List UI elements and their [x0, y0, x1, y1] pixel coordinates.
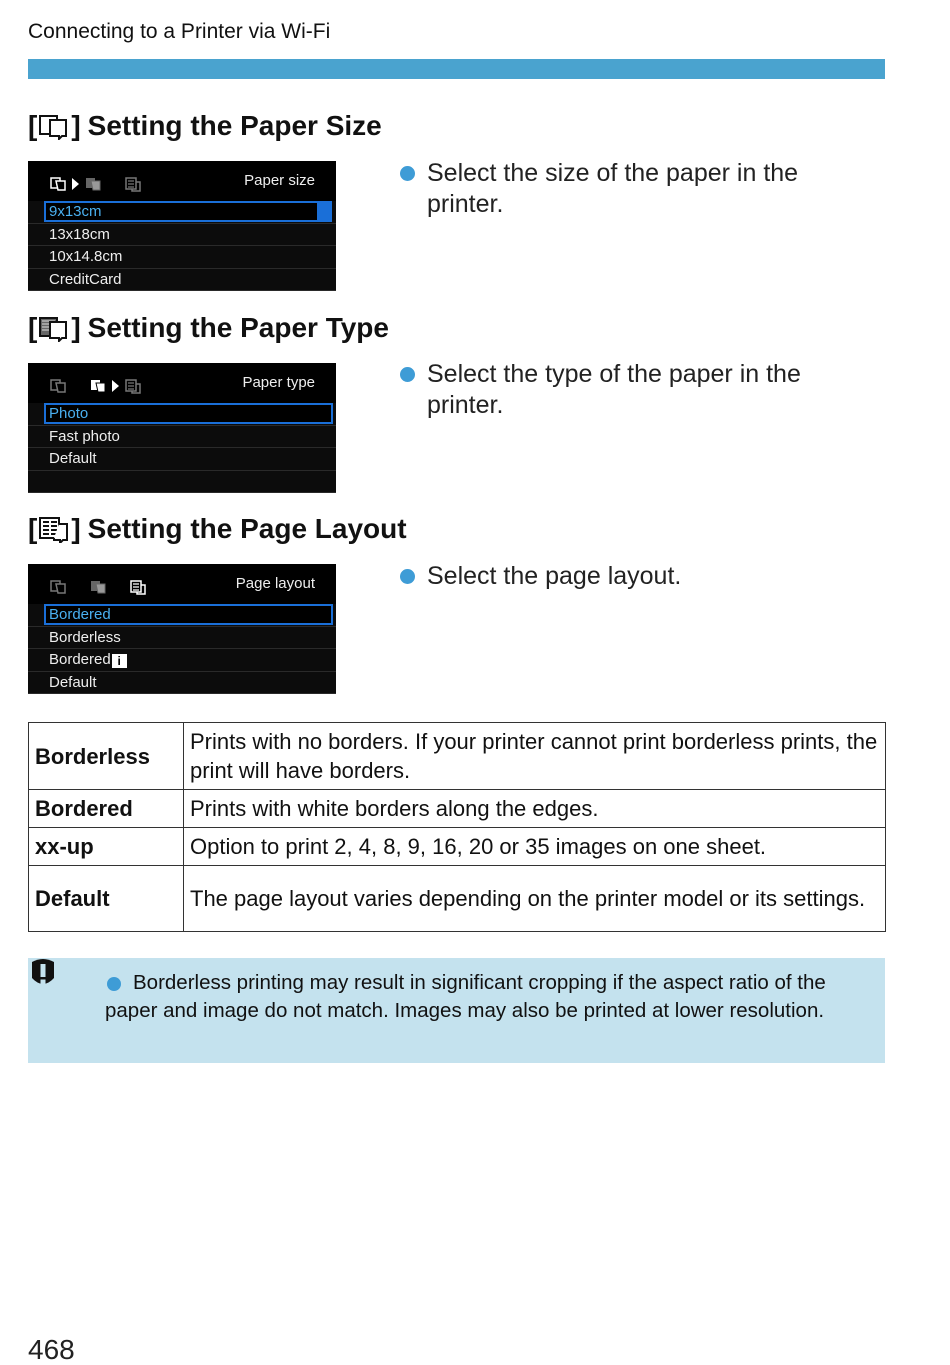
table-description: Prints with white borders along the edges. — [184, 790, 886, 828]
caution-text: Borderless printing may result in significant cropping if the aspect ratio of the paper and image do not match. Images may also be printed at lower resolution. — [105, 971, 826, 1022]
screen-title: Paper type — [242, 374, 315, 391]
option-item[interactable]: Borderless — [28, 627, 336, 650]
camera-screen-paper-type — [28, 363, 336, 493]
section-heading-page-layout: [ ] Setting the Page Layout — [28, 513, 407, 544]
table-description: Prints with no borders. If your printer cannot print borderless prints, the print will have borders. — [184, 723, 886, 790]
screen-tab-bar — [28, 363, 336, 405]
option-item[interactable]: CreditCard — [28, 269, 336, 292]
paper-size-tab-icon[interactable] — [50, 579, 66, 595]
table-term: Bordered — [29, 790, 184, 828]
arrow-right-icon — [72, 178, 79, 190]
page-layout-tab-icon[interactable] — [125, 378, 141, 394]
page-layout-tab-icon[interactable] — [130, 579, 146, 595]
option-item-empty — [28, 471, 336, 494]
instruction-page-layout: Select the page layout. — [400, 561, 840, 592]
paper-size-tab-icon[interactable] — [50, 378, 66, 394]
section-title: Setting the Paper Type — [87, 312, 389, 343]
paper-type-tab-icon[interactable] — [85, 176, 101, 192]
caution-icon — [28, 958, 58, 990]
option-item[interactable]: Photo — [28, 403, 336, 426]
option-item[interactable]: Default — [28, 672, 336, 695]
option-list — [28, 604, 336, 694]
page-layout-tab-icon[interactable] — [125, 176, 141, 192]
table-row — [29, 790, 886, 828]
section-title: Setting the Paper Size — [87, 110, 382, 141]
paper-type-tab-icon[interactable] — [90, 579, 106, 595]
paper-type-tab-icon[interactable] — [90, 378, 106, 394]
table-description: The page layout varies depending on the printer model or its settings. — [184, 866, 886, 932]
table-term: xx-up — [29, 828, 184, 866]
screen-title: Paper size — [244, 172, 315, 189]
bullet-icon — [400, 569, 415, 584]
bullet-icon — [400, 367, 415, 382]
instruction-paper-size: Select the size of the paper in the printer. — [400, 158, 840, 220]
paper-size-icon — [38, 112, 70, 140]
option-item[interactable]: Fast photo — [28, 426, 336, 449]
table-row — [29, 723, 886, 790]
screen-tab-bar — [28, 564, 336, 606]
option-item[interactable]: Bordered i — [28, 649, 336, 672]
option-list — [28, 201, 336, 291]
header-accent-bar — [28, 59, 885, 79]
screen-title: Page layout — [235, 575, 315, 592]
screen-tab-bar — [28, 161, 336, 203]
option-item[interactable]: 13x18cm — [28, 224, 336, 247]
page-number: 468 — [28, 1334, 75, 1365]
table-row — [29, 828, 886, 866]
arrow-right-icon — [112, 380, 119, 392]
section-title: Setting the Page Layout — [87, 513, 407, 544]
option-item[interactable]: 10x14.8cm — [28, 246, 336, 269]
page-layout-icon — [38, 515, 70, 543]
paper-size-tab-icon[interactable] — [50, 176, 66, 192]
running-header: Connecting to a Printer via Wi-Fi — [28, 20, 331, 43]
section-heading-paper-type: [ ] Setting the Paper Type — [28, 312, 389, 343]
option-item[interactable]: Default — [28, 448, 336, 471]
table-term: Default — [29, 866, 184, 932]
info-icon: i — [112, 654, 127, 668]
paper-type-icon — [38, 314, 70, 342]
table-term: Borderless — [29, 723, 184, 790]
camera-screen-page-layout — [28, 564, 336, 694]
instruction-paper-type: Select the type of the paper in the printer. — [400, 359, 840, 421]
section-heading-paper-size: [ ] Setting the Paper Size — [28, 110, 382, 141]
option-item[interactable]: Bordered — [28, 604, 336, 627]
option-list — [28, 403, 336, 493]
table-row — [29, 866, 886, 932]
option-item[interactable]: 9x13cm — [28, 201, 336, 224]
caution-note — [28, 958, 885, 1063]
page-layout-table — [28, 722, 886, 932]
bullet-icon — [400, 166, 415, 181]
table-description: Option to print 2, 4, 8, 9, 16, 20 or 35 images on one sheet. — [184, 828, 886, 866]
camera-screen-paper-size — [28, 161, 336, 291]
